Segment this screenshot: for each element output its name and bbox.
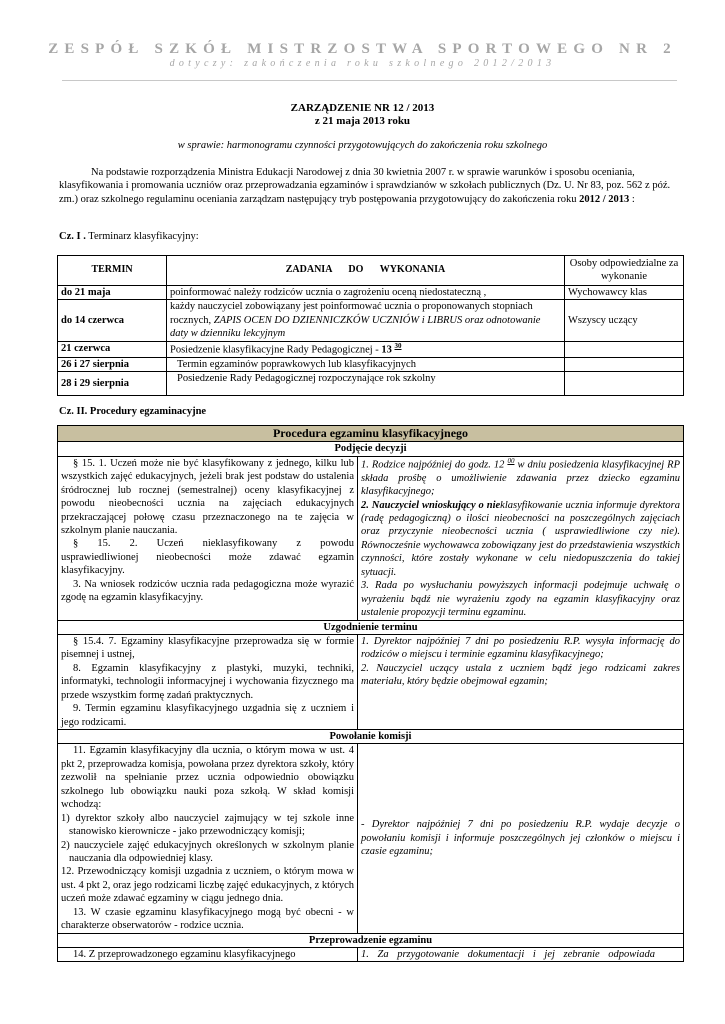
col-zadania: ZADANIA DO WYKONANIA <box>167 256 565 286</box>
header-divider <box>62 80 677 81</box>
order-date: z 21 maja 2013 roku <box>314 115 411 127</box>
col-termin: TERMIN <box>58 256 167 286</box>
section-right: 1. Rodzice najpóźniej do godz. 12 $^{00}$ w dniu posiedzenia klasyfikacyjnej RP składa prośbę o umożliwienie zdawania przez dziecko egzaminu klasyfikacyjnego; 2. Nauczyciel wnioskujący o nieklasyfikowanie ucznia informuje dyrektora (radę pedagogiczną) o ilości nieobecności na poszczególnych zajęciach oraz przyczynie nieobecności ucznia ( usprawiedliwione czy nie). Równocześnie wychowawca zobowiązany jest do przedstawienia wszystkich czynności, które zostały wykonane w celu niedopuszczenia do takiej sytuacji. 3. Rada po wysłuchaniu powyższych informacji podejmuje uchwałę o wyrażeniu bądź nie wyrażeniu zgody na egzamin klasyfikacyjny oraz ustalenie propozycji terminu egzaminu. <box>358 456 684 620</box>
section-right: - Dyrektor najpóźniej 7 dni po posiedzeniu R.P. wydaje decyzje o powołaniu komisji i informuje poszczególnych jej członków o miejscu i czasie egzaminu; <box>358 744 684 933</box>
table-row: 28 i 29 sierpnia Posiedzenie Rady Pedagogicznej rozpoczynające rok szkolny <box>58 372 684 396</box>
school-year: 2012 / 2013 <box>579 193 630 205</box>
school-name: ZESPÓŁ SZKÓŁ MISTRZOSTWA SPORTOWEGO NR 2 <box>48 41 677 57</box>
section-right: 1. Dyrektor najpóźniej 7 dni po posiedzeniu R.P. wysyła informację do rodziców o miejscu i terminie egzaminu klasyfikacyjnego; 2. Nauczyciel uczący ustala z uczniem bądź jego rodzicami zakres materiału, który będzie obejmował egzamin; <box>358 634 684 729</box>
part1-heading: Cz. I . Terminarz klasyfikacyjny: <box>59 231 199 242</box>
section-left: § 15. 1. Uczeń może nie być klasyfikowany z jednego, kilku lub wszystkich zajęć edukacyjnych, jeżeli brak jest podstaw do ustalenia śródrocznej lub rocznej (semestralnej) oceny klasyfikacyjnej z powodu nieobecności ucznia na zajęciach edukacyjnych przekraczającej połowę czasu przeznaczonego na te zajęcia w szkolnym planie nauczania. § 15. 2. Uczeń nieklasyfikowany z powodu usprawiedliwionej nieobecności może zdawać egzamin klasyfikacyjny. 3. Na wniosek rodziców ucznia rada pedagogiczna może wyrazić zgodę na egzamin klasyfikacyjny. <box>58 456 358 620</box>
section-left: § 15.4. 7. Egzaminy klasyfikacyjne przeprowadza się w formie pisemnej i ustnej, 8. Egzamin klasyfikacyjny z plastyki, muzyki, techniki, informatyki, technologii informacyjnej i wychowania fizycznego ma przede wszystkim formę zadań praktycznych. 9. Termin egzaminu klasyfikacyjnego uzgadnia się z uczniem i jego rodzicami. <box>58 634 358 729</box>
section-title: Uzgodnienie terminu <box>58 620 684 634</box>
order-intro: Na podstawie rozporządzenia Ministra Edukacji Narodowej z dnia 30 kwietnia 2007 r. w sprawie warunków i sposobu oceniania, klasyfikowania i promowania uczniów oraz przeprowadzania egzaminów i sprawdzianów w szkołach publicznych (Dz. U. Nr 83, poz. 562 z póź. zm.) oraz szkolnego regulaminu oceniania zarządzam następujący tryb postępowania przygotowujący do zakończenia roku 2012 / 2013 : <box>59 167 671 205</box>
procedure-table <box>57 425 684 962</box>
section-title: Podjęcie decyzji <box>58 442 684 456</box>
section-title: Przeprowadzenie egzaminu <box>58 933 684 947</box>
section-left: 11. Egzamin klasyfikacyjny dla ucznia, o którym mowa w ust. 4 pkt 2, przeprowadza komisja, powołana przez dyrektora szkoły, który zezwolił na spełnianie przez ucznia odpowiednio obowiązku szkolnego lub obowiązku nauki poza szkołą. W skład komisji wchodzą: 1) dyrektor szkoły albo nauczyciel zajmujący w tej szkole inne stanowisko kierownicze - jako przewodniczący komisji; 2) nauczyciele zajęć edukacyjnych określonych w szkolnym planie nauczania dla odpowiedniej klasy. 12. Przewodniczący komisji uzgadnia z uczniem, o którym mowa w ust. 4 pkt 2, oraz jego rodzicami liczbę zajęć edukacyjnych, z których uczeń może zdawać egzaminy w ciągu jednego dnia. 13. W czasie egzaminu klasyfikacyjnego mogą być obecni - w charakterze obserwatorów - rodzice ucznia. <box>58 744 358 933</box>
part2-heading: Cz. II. Procedury egzaminacyjne <box>59 406 207 417</box>
schedule-table <box>57 255 684 396</box>
section-title: Powołanie komisji <box>58 730 684 744</box>
table-row: 21 czerwca Posiedzenie klasyfikacyjne Rady Pedagogicznej - 13 $^{30}$ <box>58 341 684 357</box>
section-right: 1. Za przygotowanie dokumentacji i jej zebranie odpowiada <box>358 948 684 962</box>
order-subject: w sprawie: harmonogramu czynności przygotowujących do zakończenia roku szkolnego <box>177 140 548 151</box>
table-row: 26 i 27 sierpnia Termin egzaminów poprawkowych lub klasyfikacyjnych <box>58 357 684 371</box>
col-osoby: Osoby odpowiedzialne za wykonanie <box>565 256 684 286</box>
table-row: do 21 maja poinformować należy rodziców ucznia o zagrożeniu oceną niedostateczną , Wychowawcy klas <box>58 285 684 299</box>
section-left: 14. Z przeprowadzonego egzaminu klasyfikacyjnego <box>58 948 358 962</box>
order-title: ZARZĄDZENIE NR 12 / 2013 <box>290 102 435 114</box>
header-subtitle: dotyczy: zakończenia roku szkolnego 2012/2013 <box>169 58 556 69</box>
procedure-title: Procedura egzaminu klasyfikacyjnego <box>58 426 684 442</box>
table-row: do 14 czerwca każdy nauczyciel zobowiązany jest poinformować ucznia o proponowanych stopniach rocznych, ZAPIS OCEN DO DZIENNICZKÓW UCZNIÓW i LIBRUS oraz odnotowanie daty w dzienniku lekcyjnym Wszyscy uczący <box>58 300 684 341</box>
